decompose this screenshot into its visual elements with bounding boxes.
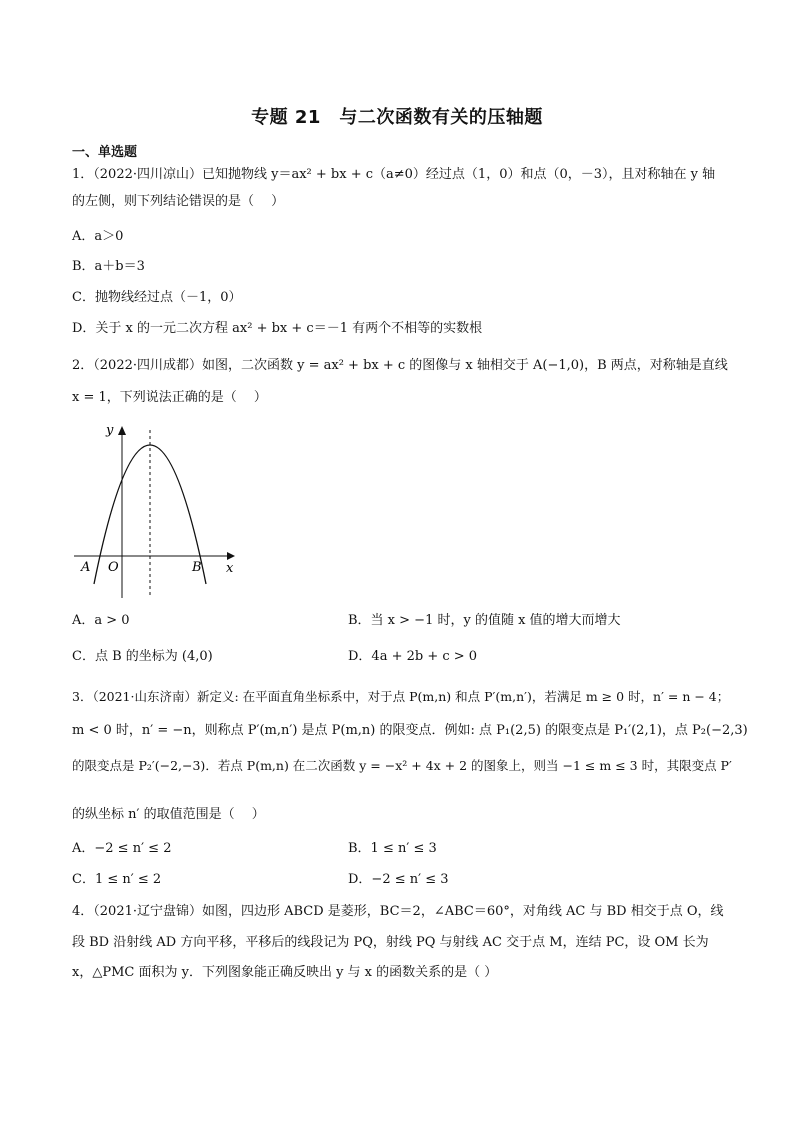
q3-stem-line3: 的限变点是 P₂′(−2,−3)．若点 P(m,n) 在二次函数 y = −x² + 4x + 2 的图象上，则当 −1 ≤ m ≤ 3 时，其限变点 P′	[72, 758, 732, 773]
graph-y-label: y	[106, 423, 114, 438]
q3-stem-line2: m < 0 时，n′ = −n，则称点 P′(m,n′) 是点 P(m,n) 的限变点．例如: 点 P₁(2,5) 的限变点是 P₁′(2,1)，点 P₂(−2,3)	[72, 723, 748, 738]
section-heading: 一、单选题	[72, 145, 138, 160]
q2-option-d: D．4a + 2b + c > 0	[348, 649, 478, 664]
q1-stem-line2: 的左侧，则下列结论错误的是（ ）	[72, 194, 285, 209]
q3-option-b: B．1 ≤ n′ ≤ 3	[348, 841, 437, 856]
q2-option-b: B．当 x > −1 时，y 的值随 x 值的增大而增大	[348, 613, 621, 628]
y-axis-arrow-icon	[118, 426, 126, 435]
q1-option-c: C．抛物线经过点（－1，0）	[72, 290, 242, 305]
q2-stem-line2: x = 1，下列说法正确的是（ ）	[72, 390, 267, 405]
q4-stem-line2: 段 BD 沿射线 AD 方向平移，平移后的线段记为 PQ，射线 PQ 与射线 AC 交于点 M，连结 PC，设 OM 长为	[72, 935, 709, 950]
q3-option-c: C．1 ≤ n′ ≤ 2	[72, 872, 162, 887]
q2-option-c: C．点 B 的坐标为 (4,0)	[72, 649, 213, 664]
q1-option-b: B．a＋b＝3	[72, 259, 145, 274]
q2-stem-line1: 2．（2022·四川成都）如图，二次函数 y = ax² + bx + c 的图像与 x 轴相交于 A(−1,0)，B 两点，对称轴是直线	[72, 358, 728, 373]
page-title: 专题 21 与二次函数有关的压轴题	[251, 107, 543, 128]
graph-point-b-label: B	[192, 560, 202, 575]
q3-option-d: D．−2 ≤ n′ ≤ 3	[348, 872, 449, 887]
q3-stem-line4: 的纵坐标 n′ 的取值范围是（ ）	[72, 807, 265, 822]
q3-stem-line1: 3．（2021·山东济南）新定义: 在平面直角坐标系中，对于点 P(m,n) 和点 P′(m,n′)，若满足 m ≥ 0 时，n′ = n − 4；	[72, 689, 730, 704]
q1-stem-line1: 1．（2022·四川凉山）已知抛物线 y＝ax² + bx + c（a≠0）经过点（1，0）和点（0，－3），且对称轴在 y 轴	[72, 167, 716, 182]
parabola-graph	[72, 420, 242, 600]
graph-point-a-label: A	[81, 560, 91, 575]
graph-x-label: x	[226, 561, 234, 576]
q3-option-a: A．−2 ≤ n′ ≤ 2	[72, 841, 172, 856]
graph-origin-label: O	[108, 560, 119, 575]
x-axis-arrow-icon	[227, 552, 235, 560]
q1-option-a: A．a＞0	[72, 229, 124, 244]
q2-option-a: A．a > 0	[72, 613, 130, 628]
q4-stem-line3: x，△PMC 面积为 y．下列图象能正确反映出 y 与 x 的函数关系的是（ ）	[72, 965, 498, 980]
q4-stem-line1: 4．（2021·辽宁盘锦）如图，四边形 ABCD 是菱形，BC＝2，∠ABC＝60°，对角线 AC 与 BD 相交于点 O，线	[72, 904, 724, 919]
q1-option-d: D．关于 x 的一元二次方程 ax² + bx + c＝－1 有两个不相等的实数根	[72, 321, 483, 336]
